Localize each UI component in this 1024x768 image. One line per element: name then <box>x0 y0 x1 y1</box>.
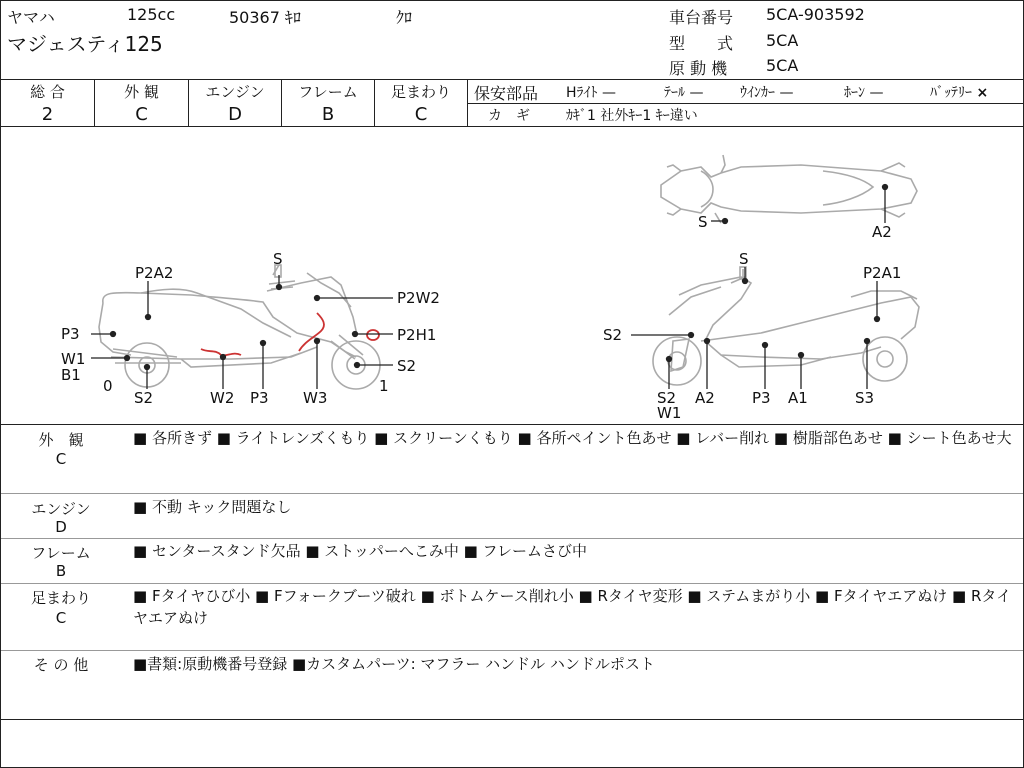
damage-diagram <box>1 127 1023 425</box>
engine-label: 原 動 機 <box>669 59 728 78</box>
section-desc: ■ センタースタンド欠品 ■ ストッパーへこみ中 ■ フレームさび中 <box>133 542 587 560</box>
grade-value: C <box>414 104 428 125</box>
section-grade: C <box>55 609 67 627</box>
chassis-label: 車台番号 <box>669 8 734 27</box>
section-label: そ の 他 <box>33 656 89 674</box>
type-label: 型 式 <box>669 34 734 53</box>
label-s: S <box>698 213 708 231</box>
grade-label: 外 観 <box>124 83 159 101</box>
grade-engine <box>189 79 282 126</box>
label-w2: W2 <box>210 389 235 407</box>
label-b1: B1 <box>61 366 81 384</box>
label-a2: A2 <box>872 223 892 241</box>
section-engine <box>1 494 1023 539</box>
grades-row <box>1 79 1023 127</box>
safety-item-headlight: Hﾗｲﾄ — <box>566 85 616 101</box>
section-label: フレーム <box>31 544 91 562</box>
section-desc: ■ 各所きず ■ ライトレンズくもり ■ スクリーンくもり ■ 各所ペイント色あせ ■ レバー削れ ■ 樹脂部色あせ ■ シート色あせ大 <box>133 429 1012 447</box>
section-grade: D <box>55 518 67 536</box>
safety-item-battery: ﾊﾞｯﾃﾘｰ × <box>930 85 989 101</box>
section-label: エンジン <box>31 500 91 518</box>
safety-item-tail: ﾃｰﾙ — <box>664 85 704 101</box>
label-s2: S2 <box>134 389 154 407</box>
section-desc: ■ 不動 キック問題なし <box>133 498 292 516</box>
section-frame <box>1 539 1023 584</box>
color: ｸﾛ <box>396 8 413 27</box>
grade-total <box>1 79 95 126</box>
label-w3: W3 <box>303 389 328 407</box>
label-one: 1 <box>379 377 389 395</box>
label-p2a2: P2A2 <box>135 264 174 282</box>
label-p2h1: P2H1 <box>397 326 437 344</box>
label-zero: 0 <box>103 377 113 395</box>
label-p3: P3 <box>752 389 771 407</box>
grade-label: フレーム <box>298 83 358 101</box>
type-value: 5CA <box>766 31 799 50</box>
safety-title: 保安部品 <box>474 84 539 103</box>
safety-parts <box>468 79 1023 126</box>
key-label: カ ギ <box>488 108 530 124</box>
model-name: マジェスティ125 <box>7 32 163 56</box>
section-exterior <box>1 425 1023 494</box>
grade-label: 足まわり <box>390 83 451 101</box>
key-value: ｶｷﾞ1 社外ｷｰ1 ｷｰ違い <box>566 108 698 124</box>
label-a2: A2 <box>695 389 715 407</box>
grade-label: 総 合 <box>30 83 65 101</box>
grade-suspension <box>375 79 468 126</box>
grade-value: D <box>228 104 242 125</box>
label-s: S <box>273 250 283 268</box>
section-suspension <box>1 584 1023 651</box>
grade-value: C <box>135 104 148 125</box>
section-grade: B <box>55 562 67 580</box>
maker: ヤマハ <box>7 8 55 27</box>
label-s2: S2 <box>657 389 677 407</box>
engine-value: 5CA <box>766 56 799 75</box>
section-other <box>1 651 1023 720</box>
label-s2: S2 <box>603 326 623 344</box>
label-s2: S2 <box>397 357 417 375</box>
grade-frame <box>282 79 375 126</box>
header <box>1 1 1023 80</box>
label-s3: S3 <box>855 389 875 407</box>
mileage: 50367 ｷﾛ <box>229 8 301 27</box>
label-p2w2: P2W2 <box>397 289 440 307</box>
label-w1: W1 <box>657 404 682 422</box>
chassis-value: 5CA-903592 <box>766 5 865 24</box>
grade-exterior <box>95 79 189 126</box>
section-label: 外 観 <box>38 431 84 449</box>
scooter-diagram-svg <box>1 127 1023 424</box>
label-a1: A1 <box>788 389 808 407</box>
grade-value: B <box>321 104 335 125</box>
safety-row <box>468 79 1023 104</box>
label-w1: W1 <box>61 350 86 368</box>
section-desc: ■ Fタイヤひび小 ■ Fフォークブーツ破れ ■ ボトムケース削れ小 ■ Rタイヤ変形 ■ ステムまがり小 ■ Fタイヤエアぬけ ■ Rタイヤエアぬけ <box>133 587 1012 627</box>
grade-label: エンジン <box>205 83 265 101</box>
label-s: S <box>739 250 749 268</box>
displacement: 125cc <box>127 5 176 24</box>
section-label: 足まわり <box>30 589 91 607</box>
safety-item-horn: ﾎｰﾝ — <box>844 85 884 101</box>
grade-value: 2 <box>41 104 54 125</box>
label-p3: P3 <box>250 389 269 407</box>
section-grade: C <box>55 450 67 468</box>
label-p2a1: P2A1 <box>863 264 902 282</box>
section-desc: ■書類:原動機番号登録 ■カスタムパーツ: マフラー ハンドル ハンドルポスト <box>133 655 655 673</box>
safety-item-winker: ｳｲﾝｶｰ — <box>740 85 794 101</box>
label-p3: P3 <box>61 325 80 343</box>
